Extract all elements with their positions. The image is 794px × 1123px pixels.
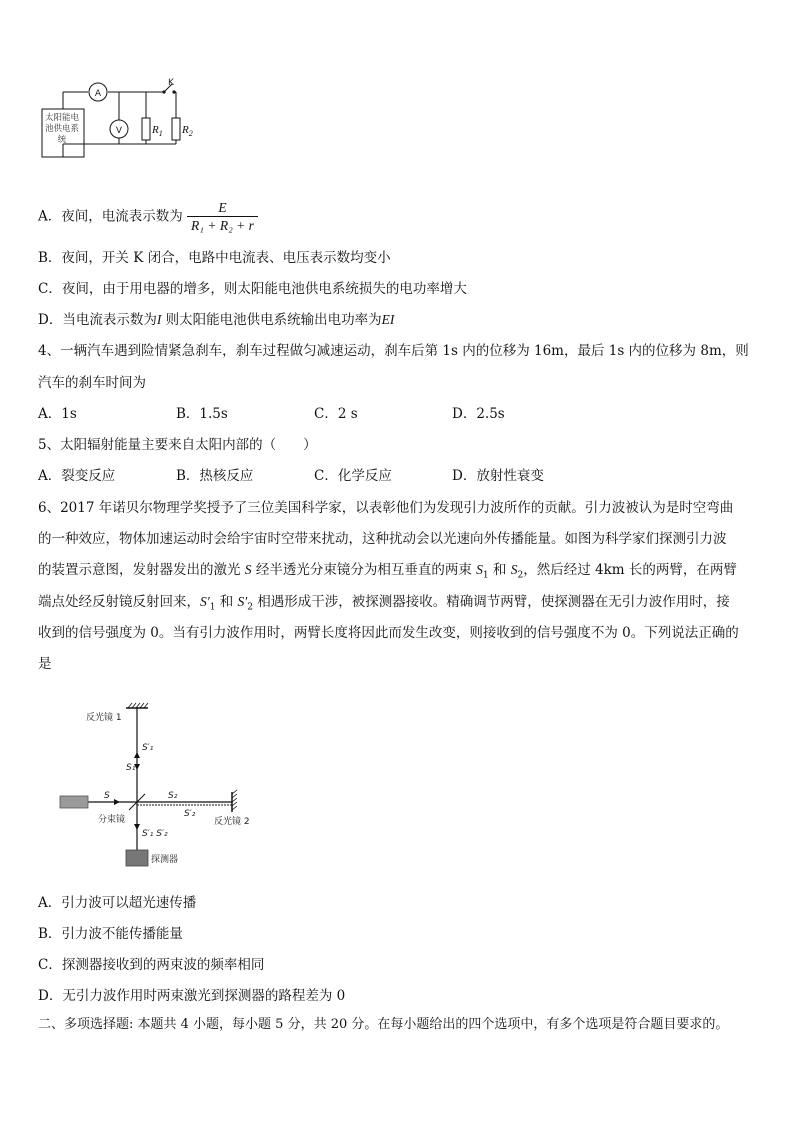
q5-option-c: C．化学反应 <box>314 468 392 484</box>
q6-stem-line6: 是 <box>38 656 52 672</box>
q4-stem-line1: 4、一辆汽车遇到险情紧急刹车，刹车过程做匀减速运动，刹车后第 1s 内的位移为 16m，最后 1s 内的位移为 8m，则 <box>38 343 749 359</box>
detector-box <box>126 850 148 866</box>
interferometer-diagram <box>56 700 276 872</box>
q3-option-d: D．当电流表示数为I 则太阳能电池供电系统输出电功率为EI <box>38 312 395 328</box>
r1-label: R <box>152 124 159 136</box>
q5-stem: 5、太阳辐射能量主要来自太阳内部的（ ） <box>38 437 317 453</box>
q5-option-d: D．放射性衰变 <box>452 468 544 484</box>
laser-emitter <box>60 796 88 808</box>
q6-option-d: D．无引力波作用时两束激光到探测器的路程差为 0 <box>38 988 346 1004</box>
solar-source-label: 太阳能电池供电系统 <box>44 113 79 145</box>
q6-stem-line5: 收到的信号强度为 0。当有引力波作用时，两臂长度将因此而发生改变，则接收到的信号强度不为 0。下列说法正确的 <box>38 625 739 641</box>
switch-label: K <box>168 78 174 88</box>
beam-s2-label: S₂ <box>168 791 178 801</box>
q6-stem-line2: 的一种效应，物体加速运动时会给宇宙时空带来扰动，这种扰动会以光速向外传播能量。如图为科学家们探测引力波 <box>38 531 727 547</box>
q6-option-b: B．引力波不能传播能量 <box>38 926 183 942</box>
svg-text:R2: $R_2$ <box>182 124 193 138</box>
mirror-1-label: 反光镜 1 <box>86 713 122 723</box>
current-fraction: $\frac{E}{\text{R₁ + R₂ + r}}$ <box>187 200 258 234</box>
q4-stem-line2: 汽车的刹车时间为 <box>38 375 146 391</box>
beam-s-label: S <box>104 791 110 801</box>
r2-label: R <box>182 124 189 136</box>
section-2-heading: 二、多项选择题: 本题共 4 小题，每小题 5 分，共 20 分。在每小题给出的四个选项中，有多个选项是符合题目要求的。 <box>38 1017 729 1032</box>
q5-option-a: A．裂变反应 <box>38 468 116 484</box>
q6-stem-line3: 的装置示意图，发射器发出的激光 S 经半透光分束镜分为相互垂直的两束 $S_1$ 和 $S_2$，然后经过 4km 长的两臂，在两臂 <box>38 562 737 581</box>
beam-s2prime-label: S′₂ <box>184 809 196 819</box>
q4-option-c: C．2 s <box>314 406 358 422</box>
q4-option-a: A．1s <box>38 406 77 422</box>
mirror-2-label: 反光镜 2 <box>214 817 250 827</box>
q3-option-b: B．夜间，开关 K 闭合，电路中电流表、电压表示数均变小 <box>38 250 391 266</box>
q6-stem-line4: 端点处经反射镜反射回来，$S'_1$ 和 $S'_2$ 相遇形成干涉，被探测器接收。精确调节两臂，使探测器在无引力波作用时，接 <box>38 594 730 613</box>
q6-option-a: A．引力波可以超光速传播 <box>38 895 197 911</box>
q3-option-a: A．夜间，电流表示数为 $\frac{E}{\text{R₁ + R₂ + r}}$ <box>38 200 258 234</box>
beam-s1prime-label: S′₁ <box>142 743 154 753</box>
q3-option-c: C．夜间，由于用电器的增多，则太阳能电池供电系统损失的电功率增大 <box>38 281 467 297</box>
q4-option-d: D．2.5s <box>452 406 505 422</box>
voltmeter-label: V <box>115 126 123 136</box>
q5-option-b: B．热核反应 <box>176 468 254 484</box>
beam-combined-label: S′₁ S′₂ <box>142 829 168 839</box>
ammeter-label: A <box>94 89 102 99</box>
splitter-label: 分束镜 <box>98 815 126 825</box>
svg-text:R1: $R_1$ <box>152 124 163 138</box>
q6-option-c: C．探测器接收到的两束波的频率相同 <box>38 957 265 973</box>
detector-label: 探测器 <box>151 855 179 865</box>
q6-stem-line1: 6、2017 年诺贝尔物理学奖授予了三位美国科学家，以表彰他们为发现引力波所作的贡献。引力波被认为是时空弯曲 <box>38 500 734 516</box>
beam-s1-label: S₁ <box>126 763 136 773</box>
q4-option-b: B．1.5s <box>176 406 228 422</box>
